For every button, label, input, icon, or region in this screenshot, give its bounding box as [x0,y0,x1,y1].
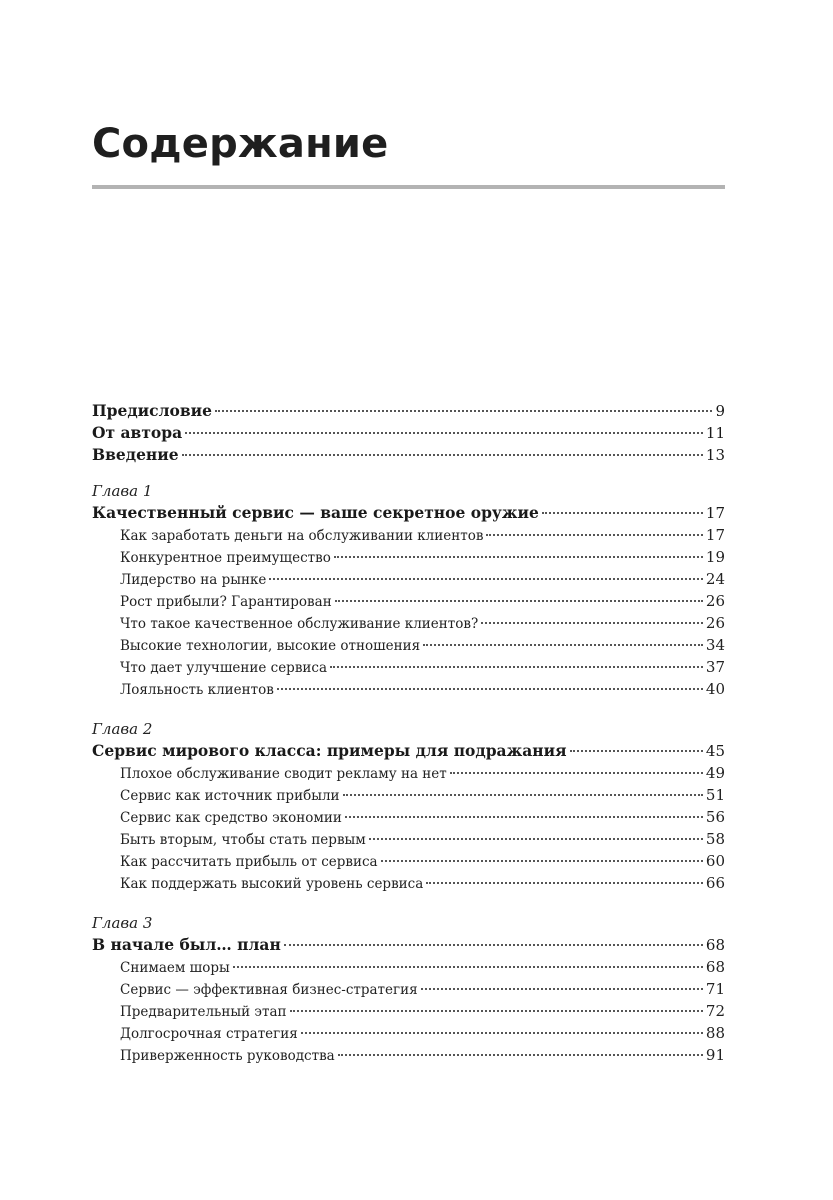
toc-entry-page: 13 [705,446,725,464]
toc-entry-page: 17 [705,526,725,544]
dot-leader [284,944,703,946]
dot-leader [290,1010,703,1012]
toc-entry-page: 17 [705,504,725,522]
toc-entry-label: Сервис как источник прибыли [120,788,340,804]
dot-leader [335,600,703,602]
dot-leader [334,556,703,558]
toc-entry-label: Приверженность руководства [120,1048,335,1064]
toc-section-entry[interactable] [92,872,725,894]
dot-leader [542,512,703,514]
toc-section-entry[interactable] [92,634,725,656]
title-rule [92,185,725,189]
dot-leader [450,772,703,774]
toc-entry-label: Снимаем шоры [120,960,230,976]
toc-section-entry[interactable] [92,568,725,590]
toc-entry-label: Предисловие [92,401,212,420]
dot-leader [233,966,703,968]
dot-leader [277,688,703,690]
toc-entry-introduction[interactable] [92,444,725,466]
dot-leader [182,454,703,456]
toc-entry-label: Долгосрочная стратегия [120,1026,298,1042]
dot-leader [426,882,703,884]
toc-entry-label: Быть вторым, чтобы стать первым [120,832,366,848]
toc-entry-label: Как поддержать высокий уровень сервиса [120,876,424,892]
toc-entry-page: 34 [705,636,725,654]
toc-section-entry[interactable] [92,850,725,872]
toc-section-entry[interactable] [92,1044,725,1066]
toc-entry-page: 24 [705,570,725,588]
toc-section-entry[interactable] [92,806,725,828]
toc-entry-page: 72 [705,1002,725,1020]
toc-entry-label: Предварительный этап [120,1004,287,1020]
toc-entry-label: Сервис — эффективная бизнес-стратегия [120,982,418,998]
dot-leader [330,666,703,668]
dot-leader [343,794,703,796]
dot-leader [269,578,703,580]
toc-section-entry[interactable] [92,590,725,612]
dot-leader [185,432,703,434]
toc-entry-page: 68 [705,958,725,976]
toc-entry-label: Что такое качественное обслуживание клиентов? [120,616,479,632]
chapter-label: Глава 2 [92,720,153,738]
toc-chapter-title[interactable] [92,934,725,956]
toc-entry-page: 37 [705,658,725,676]
toc-entry-label: Высокие технологии, высокие отношения [120,638,421,654]
dot-leader [301,1032,703,1034]
toc-section-entry[interactable] [92,762,725,784]
toc-entry-page: 49 [705,764,725,782]
dot-leader [338,1054,703,1056]
toc-entry-label: Лояльность клиентов [120,682,274,698]
toc-section-entry[interactable] [92,524,725,546]
toc-entry-page: 88 [705,1024,725,1042]
toc-entry-label: Введение [92,445,179,464]
toc-entry-page: 45 [705,742,725,760]
chapter-label: Глава 3 [92,914,153,932]
toc-entry-from-author[interactable] [92,422,725,444]
toc-section-entry[interactable] [92,956,725,978]
toc-entry-label: Что дает улучшение сервиса [120,660,328,676]
toc-section-entry[interactable] [92,1000,725,1022]
toc-entry-label: Рост прибыли? Гарантирован [120,594,332,610]
toc-entry-page: 26 [705,614,725,632]
toc-entry-page: 56 [705,808,725,826]
toc-section-entry[interactable] [92,1022,725,1044]
dot-leader [345,816,703,818]
toc-entry-label: Сервис мирового класса: примеры для подражания [92,741,567,760]
toc-entry-page: 71 [705,980,725,998]
toc-entry-page: 9 [715,402,725,420]
toc-section-entry[interactable] [92,612,725,634]
table-of-contents [92,400,725,1066]
toc-section-entry[interactable] [92,678,725,700]
page-title: Содержание [92,121,389,167]
toc-entry-page: 19 [705,548,725,566]
toc-entry-label: Как рассчитать прибыль от сервиса [120,854,378,870]
dot-leader [421,988,703,990]
toc-entry-page: 68 [705,936,725,954]
toc-section-entry[interactable] [92,978,725,1000]
toc-section-entry[interactable] [92,546,725,568]
toc-chapter-title[interactable] [92,502,725,524]
toc-entry-label: Плохое обслуживание сводит рекламу на нет [120,766,447,782]
dot-leader [423,644,703,646]
dot-leader [486,534,702,536]
toc-entry-page: 26 [705,592,725,610]
toc-section-entry[interactable] [92,656,725,678]
toc-entry-page: 40 [705,680,725,698]
toc-chapter-title[interactable] [92,740,725,762]
toc-entry-label: Конкурентное преимущество [120,550,331,566]
chapter-label: Глава 1 [92,482,153,500]
toc-entry-preface[interactable] [92,400,725,422]
dot-leader [215,410,712,412]
toc-entry-label: Качественный сервис — ваше секретное оружие [92,503,539,522]
toc-section-entry[interactable] [92,828,725,850]
toc-entry-label: В начале был… план [92,935,281,954]
dot-leader [481,622,703,624]
toc-entry-page: 11 [705,424,725,442]
toc-entry-label: От автора [92,423,183,442]
dot-leader [369,838,703,840]
toc-entry-page: 51 [705,786,725,804]
toc-entry-label: Сервис как средство экономии [120,810,342,826]
toc-entry-page: 60 [705,852,725,870]
toc-entry-page: 58 [705,830,725,848]
toc-entry-label: Как заработать деньги на обслуживании клиентов [120,528,484,544]
toc-entry-page: 66 [705,874,725,892]
toc-entry-page: 91 [705,1046,725,1064]
toc-entry-label: Лидерство на рынке [120,572,267,588]
dot-leader [570,750,703,752]
toc-section-entry[interactable] [92,784,725,806]
dot-leader [381,860,703,862]
